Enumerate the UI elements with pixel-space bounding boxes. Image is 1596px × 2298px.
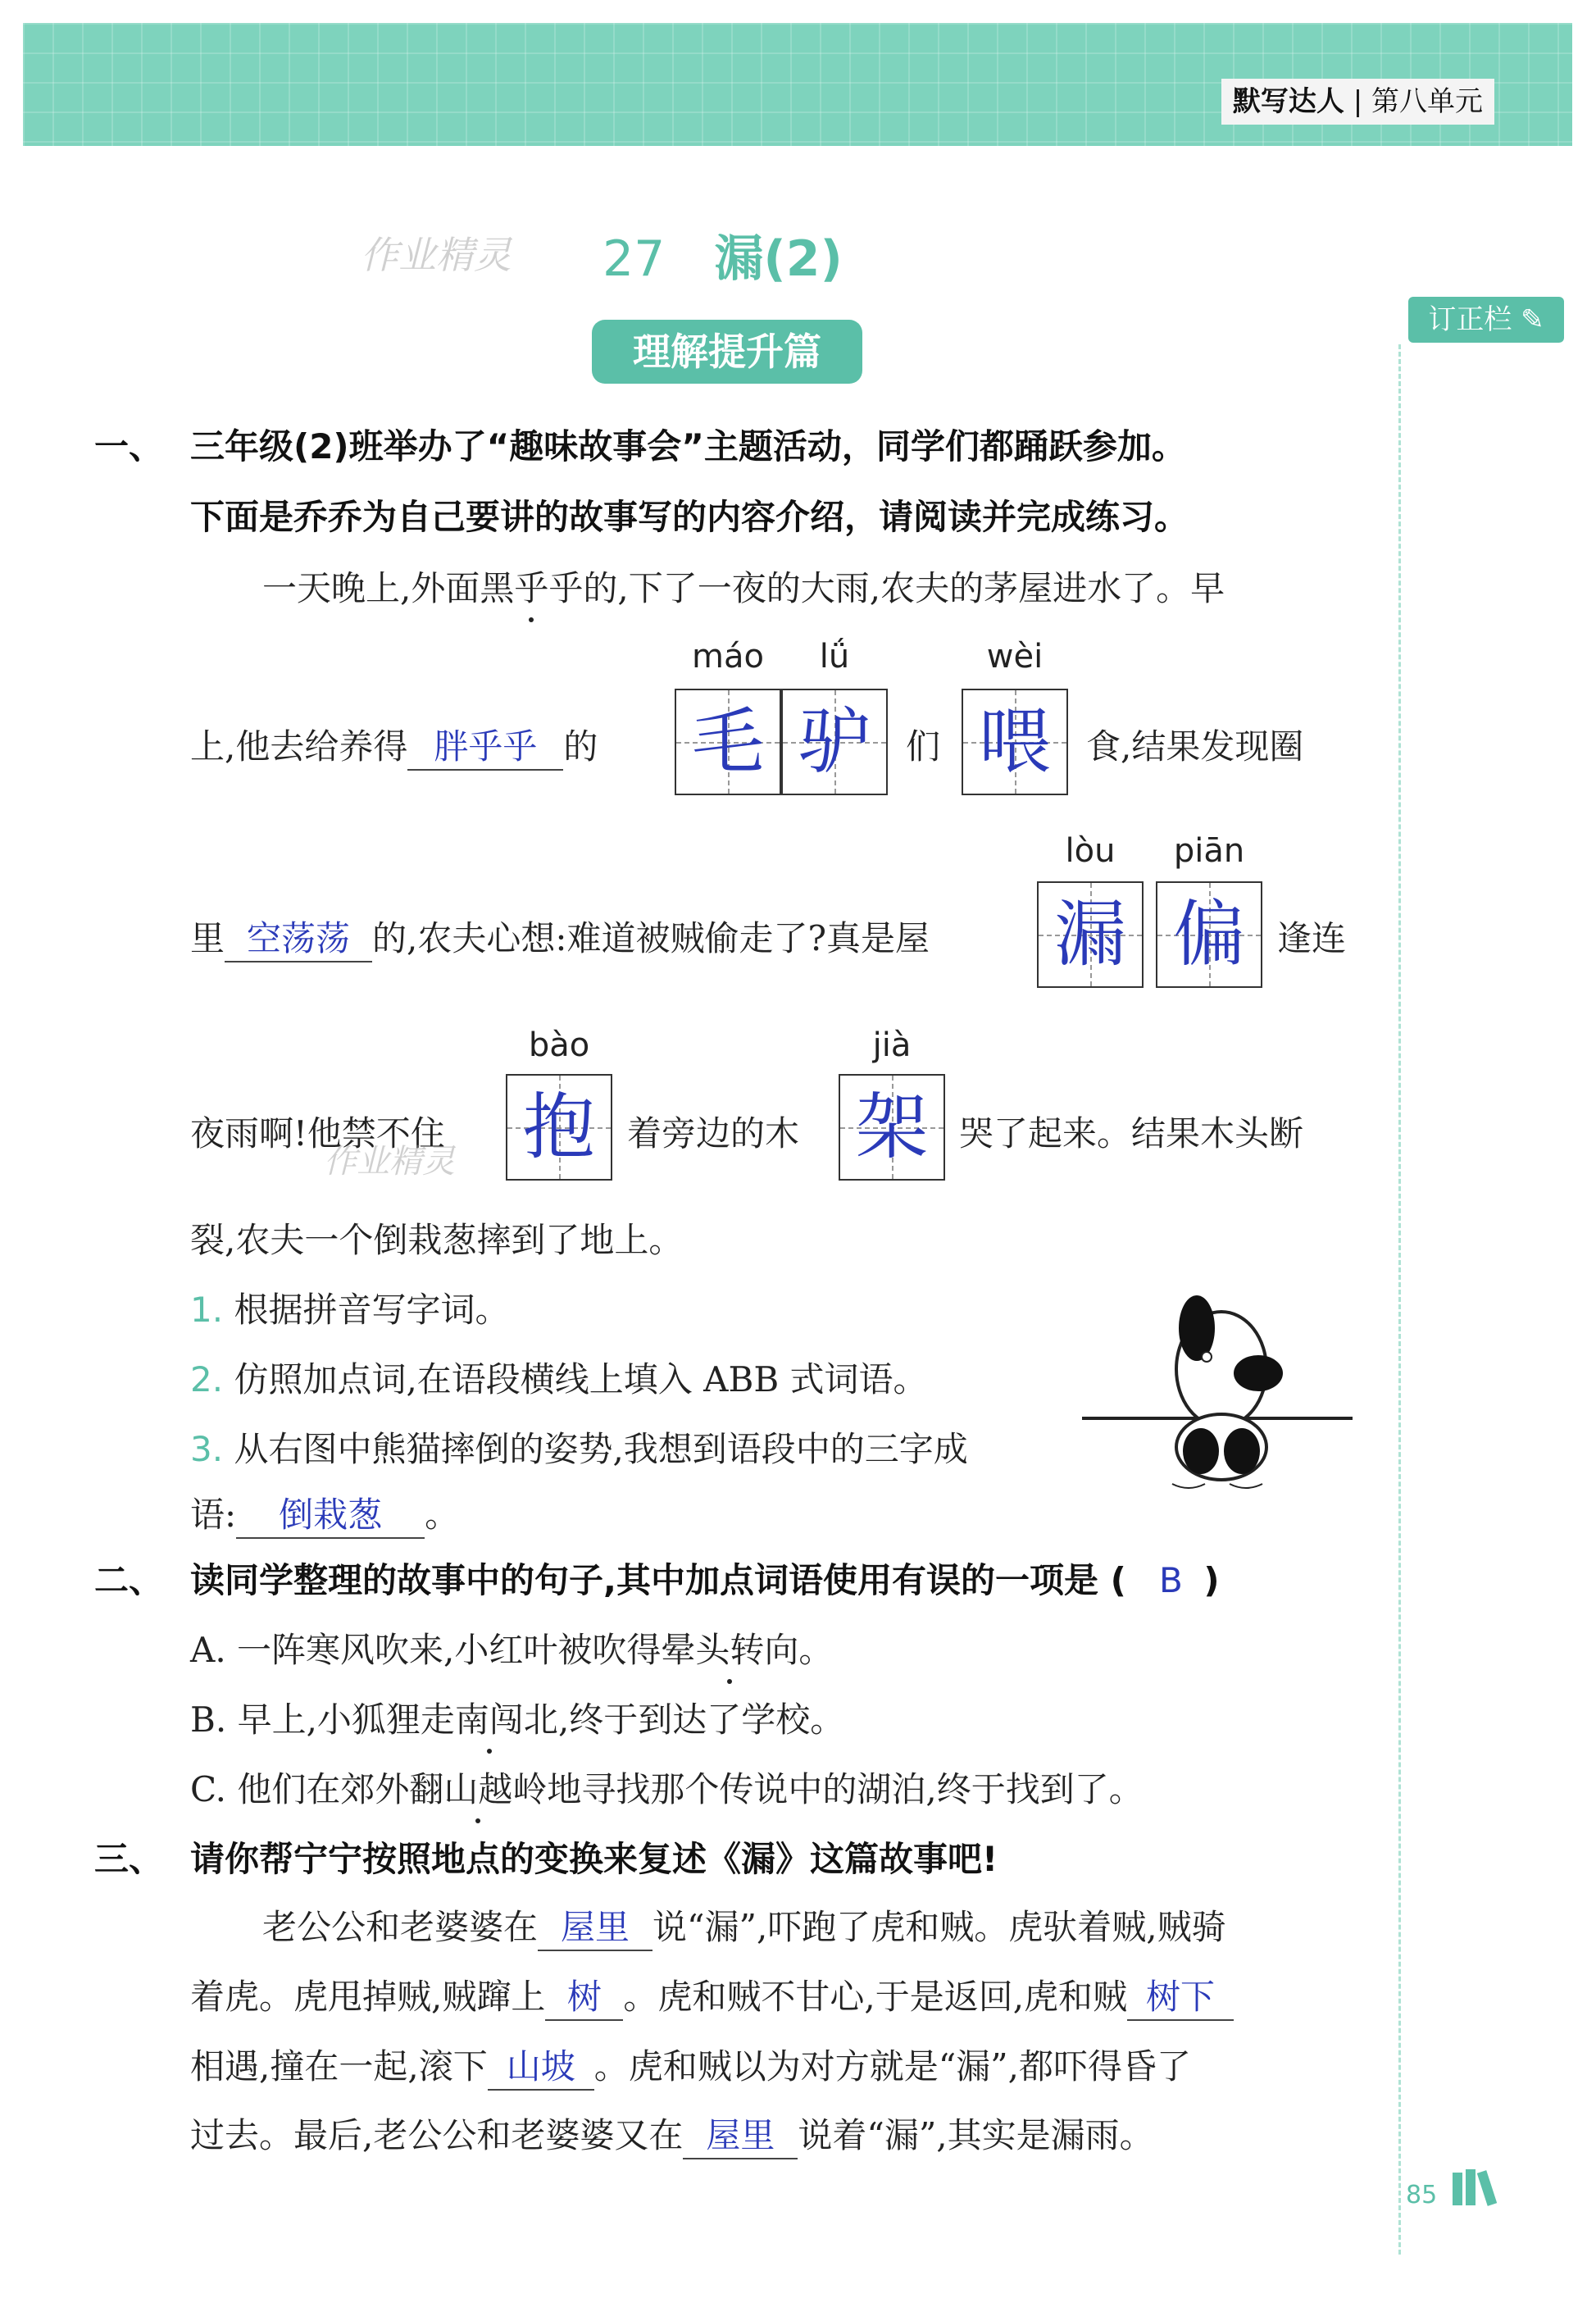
passage-line1: 一天晚上,外面黑乎乎的,下了一夜的大雨,农夫的茅屋进水了。早	[262, 562, 1225, 611]
q2-prompt: 读同学整理的故事中的句子,其中加点词语使用有误的一项是 ( B )	[190, 1560, 1220, 1600]
dotted-word: 黑乎乎	[480, 562, 583, 611]
correction-label: 订正栏 ✎	[1408, 297, 1564, 343]
correction-divider	[1398, 344, 1401, 2255]
pinyin-lou: lòu	[1065, 832, 1116, 870]
sub-question-1: 1. 根据拼音写字词。	[190, 1290, 510, 1330]
char-box-lou: 漏	[1037, 881, 1144, 988]
sub-question-2: 2. 仿照加点词,在语段横线上填入 ABB 式词语。	[190, 1359, 928, 1399]
panda-illustration	[1082, 1287, 1361, 1500]
q3-answer-5: 屋里	[683, 2109, 798, 2159]
passage-line2b: 们	[906, 726, 941, 767]
q2-answer: B	[1159, 1560, 1183, 1600]
pinyin-bao: bào	[528, 1026, 590, 1064]
q3-answer-4: 山坡	[488, 2040, 594, 2091]
passage-line4b: 着旁边的木	[627, 1113, 800, 1154]
answer-abb-1: 胖乎乎	[407, 720, 563, 771]
char-box-lv: 驴	[781, 689, 888, 795]
passage-line3a: 里 空荡荡 的,农夫心想:难道被贼偷走了?真是屋	[190, 912, 930, 962]
brand-text: 默写达人	[1232, 85, 1344, 118]
pinyin-lv: lǘ	[819, 638, 850, 676]
page-number: 85	[1406, 2181, 1438, 2209]
passage-line4c: 哭了起来。结果木头断	[959, 1113, 1304, 1154]
sub-question-3: 3. 从右图中熊猫摔倒的姿势,我想到语段中的三字成	[190, 1429, 968, 1469]
q3-answer-1: 屋里	[538, 1900, 652, 1951]
q3-answer-2: 树	[545, 1970, 623, 2021]
q3-line3: 相遇,撞在一起,滚下 山坡 。虎和贼以为对方就是“漏”,都吓得昏了	[190, 2040, 1191, 2091]
correction-text: 订正栏	[1428, 303, 1512, 336]
pinyin-mao: máo	[692, 638, 764, 676]
answer-idiom: 倒栽葱	[236, 1488, 425, 1539]
lesson-title	[602, 220, 843, 290]
watermark: 作业精灵	[361, 233, 512, 277]
section-badge: 理解提升篇	[592, 320, 862, 384]
q3-line4: 过去。最后,老公公和老婆婆又在 屋里 说着“漏”,其实是漏雨。	[190, 2109, 1154, 2159]
char-box-wei: 喂	[962, 689, 1068, 795]
passage-line3b: 逢连	[1277, 918, 1347, 958]
q2-option-c: C. 他们在郊外翻山越岭地寻找那个传说中的湖泊,终于找到了。	[190, 1763, 1144, 1812]
q3-prompt: 请你帮宁宁按照地点的变换来复述《漏》这篇故事吧!	[190, 1839, 998, 1879]
header-label: 默写达人 | 第八单元	[1221, 79, 1494, 125]
passage-line2a: 上,他去给养得 胖乎乎 的	[190, 720, 598, 771]
q3-marker: 三、	[94, 1839, 164, 1879]
q1-prompt-line2: 下面是乔乔为自己要讲的故事写的内容介绍，请阅读并完成练习。	[190, 497, 1189, 537]
answer-abb-2: 空荡荡	[225, 912, 372, 962]
char-box-bao: 抱	[506, 1074, 612, 1181]
books-icon	[1449, 2168, 1507, 2207]
q3-line1: 老公公和老婆婆在 屋里 说“漏”,吓跑了虎和贼。虎驮着贼,贼骑	[262, 1900, 1226, 1951]
watermark: 作业精灵	[324, 1143, 455, 1181]
q2-option-b: B. 早上,小狐狸走南闯北,终于到达了学校。	[190, 1693, 844, 1742]
pinyin-pian: piān	[1173, 832, 1245, 870]
unit-text: 第八单元	[1371, 85, 1483, 118]
q1-marker: 一、	[94, 426, 164, 466]
pinyin-jia: jià	[872, 1026, 912, 1064]
header-band	[23, 23, 1572, 146]
q2-marker: 二、	[94, 1560, 164, 1600]
q1-prompt-line1: 三年级(2)班举办了“趣味故事会”主题活动，同学们都踊跃参加。	[190, 426, 1186, 466]
q3-answer-3: 树下	[1127, 1970, 1234, 2021]
lesson-name: 漏(2)	[714, 230, 843, 288]
q2-option-a: A. 一阵寒风吹来,小红叶被吹得晕头转向。	[190, 1623, 833, 1672]
q3-line2: 着虎。虎甩掉贼,贼蹿上 树 。虎和贼不甘心,于是返回,虎和贼 树下	[190, 1970, 1234, 2021]
passage-line2c: 食,结果发现圈	[1086, 726, 1304, 767]
lesson-number: 27	[602, 230, 666, 288]
passage-line5: 裂,农夫一个倒栽葱摔到了地上。	[190, 1220, 684, 1260]
pinyin-wei: wèi	[986, 638, 1044, 676]
char-box-jia: 架	[839, 1074, 945, 1181]
sub-question-3-tail: 语: 倒栽葱 。	[190, 1488, 459, 1539]
passage-line4a: 夜雨啊!他禁不住	[190, 1113, 445, 1154]
char-box-mao: 毛	[675, 689, 781, 795]
char-box-pian: 偏	[1156, 881, 1262, 988]
